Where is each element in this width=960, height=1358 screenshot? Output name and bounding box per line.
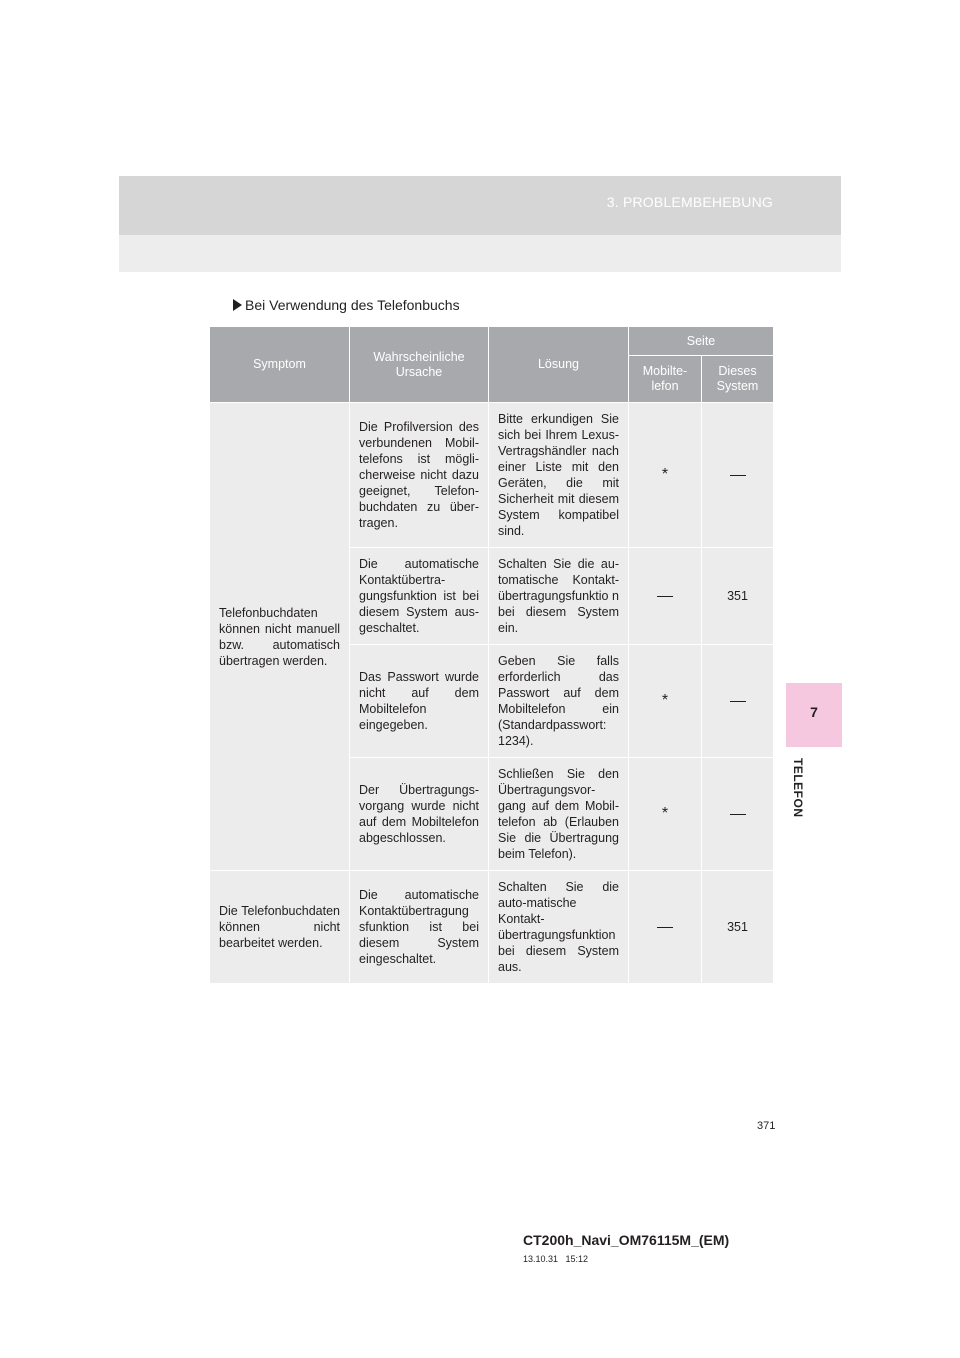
solution-cell: Geben Sie falls erforderlich das Passwort auf dem Mobiltelefon ein (Standardpasswort: 1234). xyxy=(489,645,629,758)
subheading xyxy=(233,297,460,313)
symptom-cell: Telefonbuchdaten können nicht manuell bzw. automatisch übertragen werden. xyxy=(210,403,350,871)
dash-mark xyxy=(730,475,746,476)
cause-cell: Die automatische Kontaktübertra-gungsfunktion ist bei diesem System aus-geschaltet. xyxy=(350,548,489,645)
table-row xyxy=(210,403,774,548)
solution-cell: Schalten Sie die auto-matische Kontakt-übertragungsfunktion bei diesem System aus. xyxy=(489,871,629,984)
header-symptom: Symptom xyxy=(210,327,350,403)
cause-cell: Das Passwort wurde nicht auf dem Mobiltelefon eingegeben. xyxy=(350,645,489,758)
header-page: Seite xyxy=(629,327,774,356)
chapter-label xyxy=(789,758,807,818)
cause-cell: Die Profilversion des verbundenen Mobil-telefons ist mögli-cherweise nicht dazu geeignet, Telefon-buchdaten zu über-tragen. xyxy=(350,403,489,548)
mobile-page-cell xyxy=(629,548,702,645)
chapter-label-text: TELEFON xyxy=(791,758,805,818)
mobile-page-cell xyxy=(629,403,702,548)
mobile-page-cell xyxy=(629,645,702,758)
system-page-cell xyxy=(702,645,774,758)
footer-timestamp: 13.10.31 15:12 xyxy=(523,1254,589,1264)
page-number: 371 xyxy=(757,1120,776,1132)
system-page-cell xyxy=(702,403,774,548)
header-solution: Lösung xyxy=(489,327,629,403)
triangle-bullet-icon xyxy=(233,299,242,311)
header-mobile: Mobilte- lefon xyxy=(629,356,702,403)
dash-mark xyxy=(657,927,673,928)
chapter-tab xyxy=(786,683,842,747)
asterisk-mark: * xyxy=(661,692,669,709)
subheading-text: Bei Verwendung des Telefonbuchs xyxy=(245,297,460,313)
header-cause: Wahrscheinliche Ursache xyxy=(350,327,489,403)
table-row xyxy=(210,871,774,984)
symptom-cell: Die Telefonbuchdaten können nicht bearbeitet werden. xyxy=(210,871,350,984)
dash-mark xyxy=(657,596,673,597)
system-page-cell: 351 xyxy=(702,871,774,984)
solution-cell: Schließen Sie den Übertragungsvor-gang auf dem Mobil-telefon ab (Erlauben Sie die Übertragung beim Telefon). xyxy=(489,758,629,871)
footer-doc-code: CT200h_Navi_OM76115M_(EM) xyxy=(523,1232,730,1248)
dash-mark xyxy=(730,701,746,702)
header-system: Dieses System xyxy=(702,356,774,403)
section-title: 3. PROBLEMBEHEBUNG xyxy=(606,194,773,210)
chapter-number: 7 xyxy=(810,704,818,720)
cause-cell: Die automatische Kontaktübertragung sfunktion ist bei diesem System eingeschaltet. xyxy=(350,871,489,984)
system-page-cell xyxy=(702,758,774,871)
solution-cell: Bitte erkundigen Sie sich bei Ihrem Lexus-Vertragshändler nach einer Liste mit den Geräten, die mit Sicherheit mit diesem System kompatibel sind. xyxy=(489,403,629,548)
asterisk-mark: * xyxy=(661,466,669,483)
header-subband xyxy=(119,235,841,272)
troubleshooting-table xyxy=(209,326,774,984)
header-band xyxy=(119,176,841,235)
dash-mark xyxy=(730,814,746,815)
system-page-cell: 351 xyxy=(702,548,774,645)
solution-cell: Schalten Sie die au-tomatische Kontakt-übertragungsfunktio n bei diesem System ein. xyxy=(489,548,629,645)
asterisk-mark: * xyxy=(661,805,669,822)
cause-cell: Der Übertragungs-vorgang wurde nicht auf dem Mobiltelefon abgeschlossen. xyxy=(350,758,489,871)
mobile-page-cell xyxy=(629,758,702,871)
mobile-page-cell xyxy=(629,871,702,984)
